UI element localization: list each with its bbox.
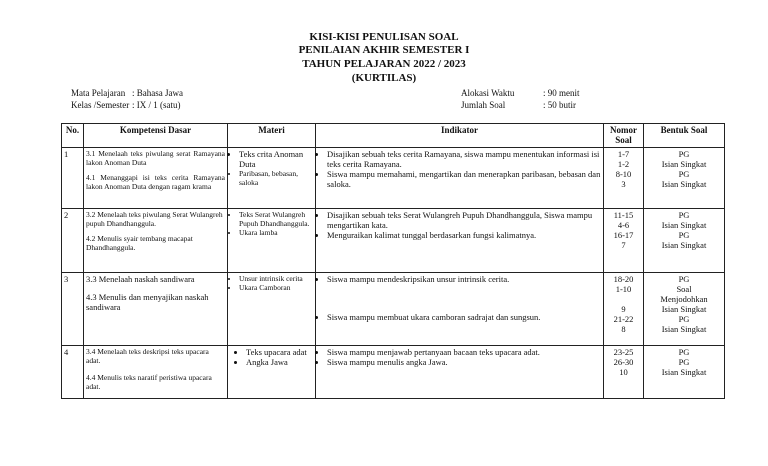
nomor-item: 4-6 — [617, 220, 630, 230]
kd-item: 3.4 Menelaah teks deskripsi teks upacara adat. — [86, 347, 209, 365]
doc-title-line-4: (KURTILAS) — [351, 72, 417, 84]
row-kompetensi-dasar — [84, 148, 228, 209]
bentuk-item: PG — [678, 230, 690, 240]
bentuk-item: Isian Singkat — [661, 304, 707, 314]
doc-title-line-1: KISI-KISI PENULISAN SOAL — [309, 31, 459, 43]
nomor-item: 8-10 — [615, 169, 632, 179]
doc-title-line-3: TAHUN PELAJARAN 2022 / 2023 — [302, 58, 466, 70]
nomor-item: 16-17 — [613, 230, 634, 240]
indikator-item: • Siswa mampu memahami, mengartikan dan menerapkan paribasan, bebasan dan saloka. — [327, 169, 601, 189]
table-row — [62, 148, 725, 209]
row-kompetensi-dasar — [84, 273, 228, 346]
jumlah-value: : 50 butir — [543, 100, 576, 110]
row-materi — [228, 273, 316, 346]
bentuk-item: PG — [678, 274, 690, 284]
bentuk-item: PG — [678, 149, 690, 159]
materi-item: • Teks upacara adat — [246, 347, 313, 357]
materi-item: • Ukara lamba — [239, 228, 313, 237]
bentuk-item: Isian Singkat — [661, 179, 707, 189]
indikator-item: • Disajikan sebuah teks cerita Ramayana, siswa mampu menentukan informasi isi teks cerita Ramayana. — [327, 149, 601, 169]
materi-item: • Ukara Camboran — [239, 283, 313, 292]
kd-item: 3.2 Menelaah teks piwulang Serat Wulangreh pupuh Dhandhanggula. — [86, 210, 223, 228]
mapel-label: Mata Pelajaran — [71, 88, 126, 98]
nomor-item: 9 — [621, 304, 626, 314]
bentuk-item: Menjodohkan — [660, 294, 708, 304]
bentuk-item: PG — [678, 357, 690, 367]
nomor-item: 1-7 — [617, 149, 630, 159]
row-indikator — [316, 273, 604, 346]
doc-title-line-2: PENILAIAN AKHIR SEMESTER I — [298, 44, 470, 56]
kd-item: 4.4 Menulis teks naratif peristiwa upacara adat. — [86, 373, 212, 391]
table-row — [62, 273, 725, 346]
nomor-item: 23-25 — [613, 347, 634, 357]
header-kompetensi-dasar: Kompetensi Dasar — [84, 124, 228, 148]
row-nomor-soal — [604, 148, 644, 209]
row-bentuk-soal — [644, 273, 725, 346]
bentuk-item: Isian Singkat — [661, 159, 707, 169]
row-materi — [228, 148, 316, 209]
indikator-item: • Disajikan sebuah teks Serat Wulangreh Pupuh Dhandhanggula, Siswa mampu mengartikan kata. — [327, 210, 601, 230]
bentuk-item: PG — [678, 210, 690, 220]
nomor-item: 3 — [621, 179, 626, 189]
indikator-item: • Siswa mampu menulis angka Jawa. — [327, 357, 601, 367]
bentuk-item: PG — [678, 314, 690, 324]
bentuk-item: Isian Singkat — [661, 324, 707, 334]
nomor-item: 1-10 — [615, 284, 632, 294]
alokasi-label: Alokasi Waktu — [461, 88, 515, 98]
indikator-item: • Siswa mampu membuat ukara camboran sadrajat dan sungsun. — [327, 312, 601, 322]
bentuk-item: PG — [678, 169, 690, 179]
bentuk-item: Soal — [676, 284, 692, 294]
indikator-item: • Siswa mampu menjawab pertanyaan bacaan teks upacara adat. — [327, 347, 601, 357]
header-materi: Materi — [228, 124, 316, 148]
nomor-item: 8 — [621, 324, 626, 334]
jumlah-label: Jumlah Soal — [461, 100, 506, 110]
row-indikator — [316, 209, 604, 273]
row-bentuk-soal — [644, 148, 725, 209]
materi-item: • Unsur intrinsik cerita — [239, 274, 313, 283]
nomor-item: 1-2 — [617, 159, 630, 169]
nomor-item: 10 — [619, 367, 628, 377]
row-materi — [228, 346, 316, 399]
nomor-item — [606, 294, 641, 304]
table-row — [62, 346, 725, 399]
bentuk-item: Isian Singkat — [661, 240, 707, 250]
indikator-item: • Siswa mampu mendeskripsikan unsur intrinsik cerita. — [327, 274, 601, 284]
row-no: 2 — [62, 209, 84, 273]
row-materi — [228, 209, 316, 273]
kd-item: 3.3 Menelaah naskah sandiwara — [86, 274, 195, 284]
mapel-value: : Bahasa Jawa — [132, 88, 183, 98]
kelas-label: Kelas /Semester — [71, 100, 130, 110]
row-bentuk-soal — [644, 346, 725, 399]
bentuk-item: Isian Singkat — [661, 367, 707, 377]
header-nomor-soal: Nomor Soal — [604, 124, 644, 148]
materi-item: • Teks crita Anoman Duta — [239, 149, 313, 169]
nomor-item: 7 — [621, 240, 626, 250]
row-indikator — [316, 346, 604, 399]
header-no: No. — [62, 124, 84, 148]
materi-item: • Teks Serat Wulangreh Pupuh Dhandhanggula. — [239, 210, 313, 228]
row-no: 1 — [62, 148, 84, 209]
row-nomor-soal — [604, 346, 644, 399]
kisi-kisi-table — [61, 123, 725, 399]
row-nomor-soal — [604, 273, 644, 346]
nomor-item: 11-15 — [613, 210, 634, 220]
alokasi-value: : 90 menit — [543, 88, 580, 98]
header-indikator: Indikator — [316, 124, 604, 148]
row-kompetensi-dasar — [84, 209, 228, 273]
row-nomor-soal — [604, 209, 644, 273]
kelas-value: : IX / 1 (satu) — [132, 100, 181, 110]
row-indikator — [316, 148, 604, 209]
row-no: 3 — [62, 273, 84, 346]
kd-item: 4.2 Menulis syair tembang macapat Dhandhanggula. — [86, 234, 193, 252]
nomor-item: 21-22 — [613, 314, 634, 324]
row-bentuk-soal — [644, 209, 725, 273]
materi-item: • Angka Jawa — [246, 357, 313, 367]
kd-item: 4.3 Menulis dan menyajikan naskah sandiwara — [86, 292, 209, 312]
bentuk-item: Isian Singkat — [661, 220, 707, 230]
indikator-item: • Menguraikan kalimat tunggal berdasarkan fungsi kalimatnya. — [327, 230, 601, 240]
row-no: 4 — [62, 346, 84, 399]
header-bentuk-soal: Bentuk Soal — [644, 124, 725, 148]
kd-item: 3.1 Menelaah teks piwulang serat Ramayana lakon Anoman Duta — [86, 149, 225, 167]
row-kompetensi-dasar — [84, 346, 228, 399]
table-row — [62, 209, 725, 273]
materi-item: • Paribasan, bebasan, saloka — [239, 169, 313, 187]
nomor-item: 18-20 — [613, 274, 634, 284]
bentuk-item: PG — [678, 347, 690, 357]
kd-item: 4.1 Menanggapi isi teks cerita Ramayana lakon Anoman Duta dengan ragam krama — [86, 173, 225, 191]
nomor-item: 26-30 — [613, 357, 634, 367]
